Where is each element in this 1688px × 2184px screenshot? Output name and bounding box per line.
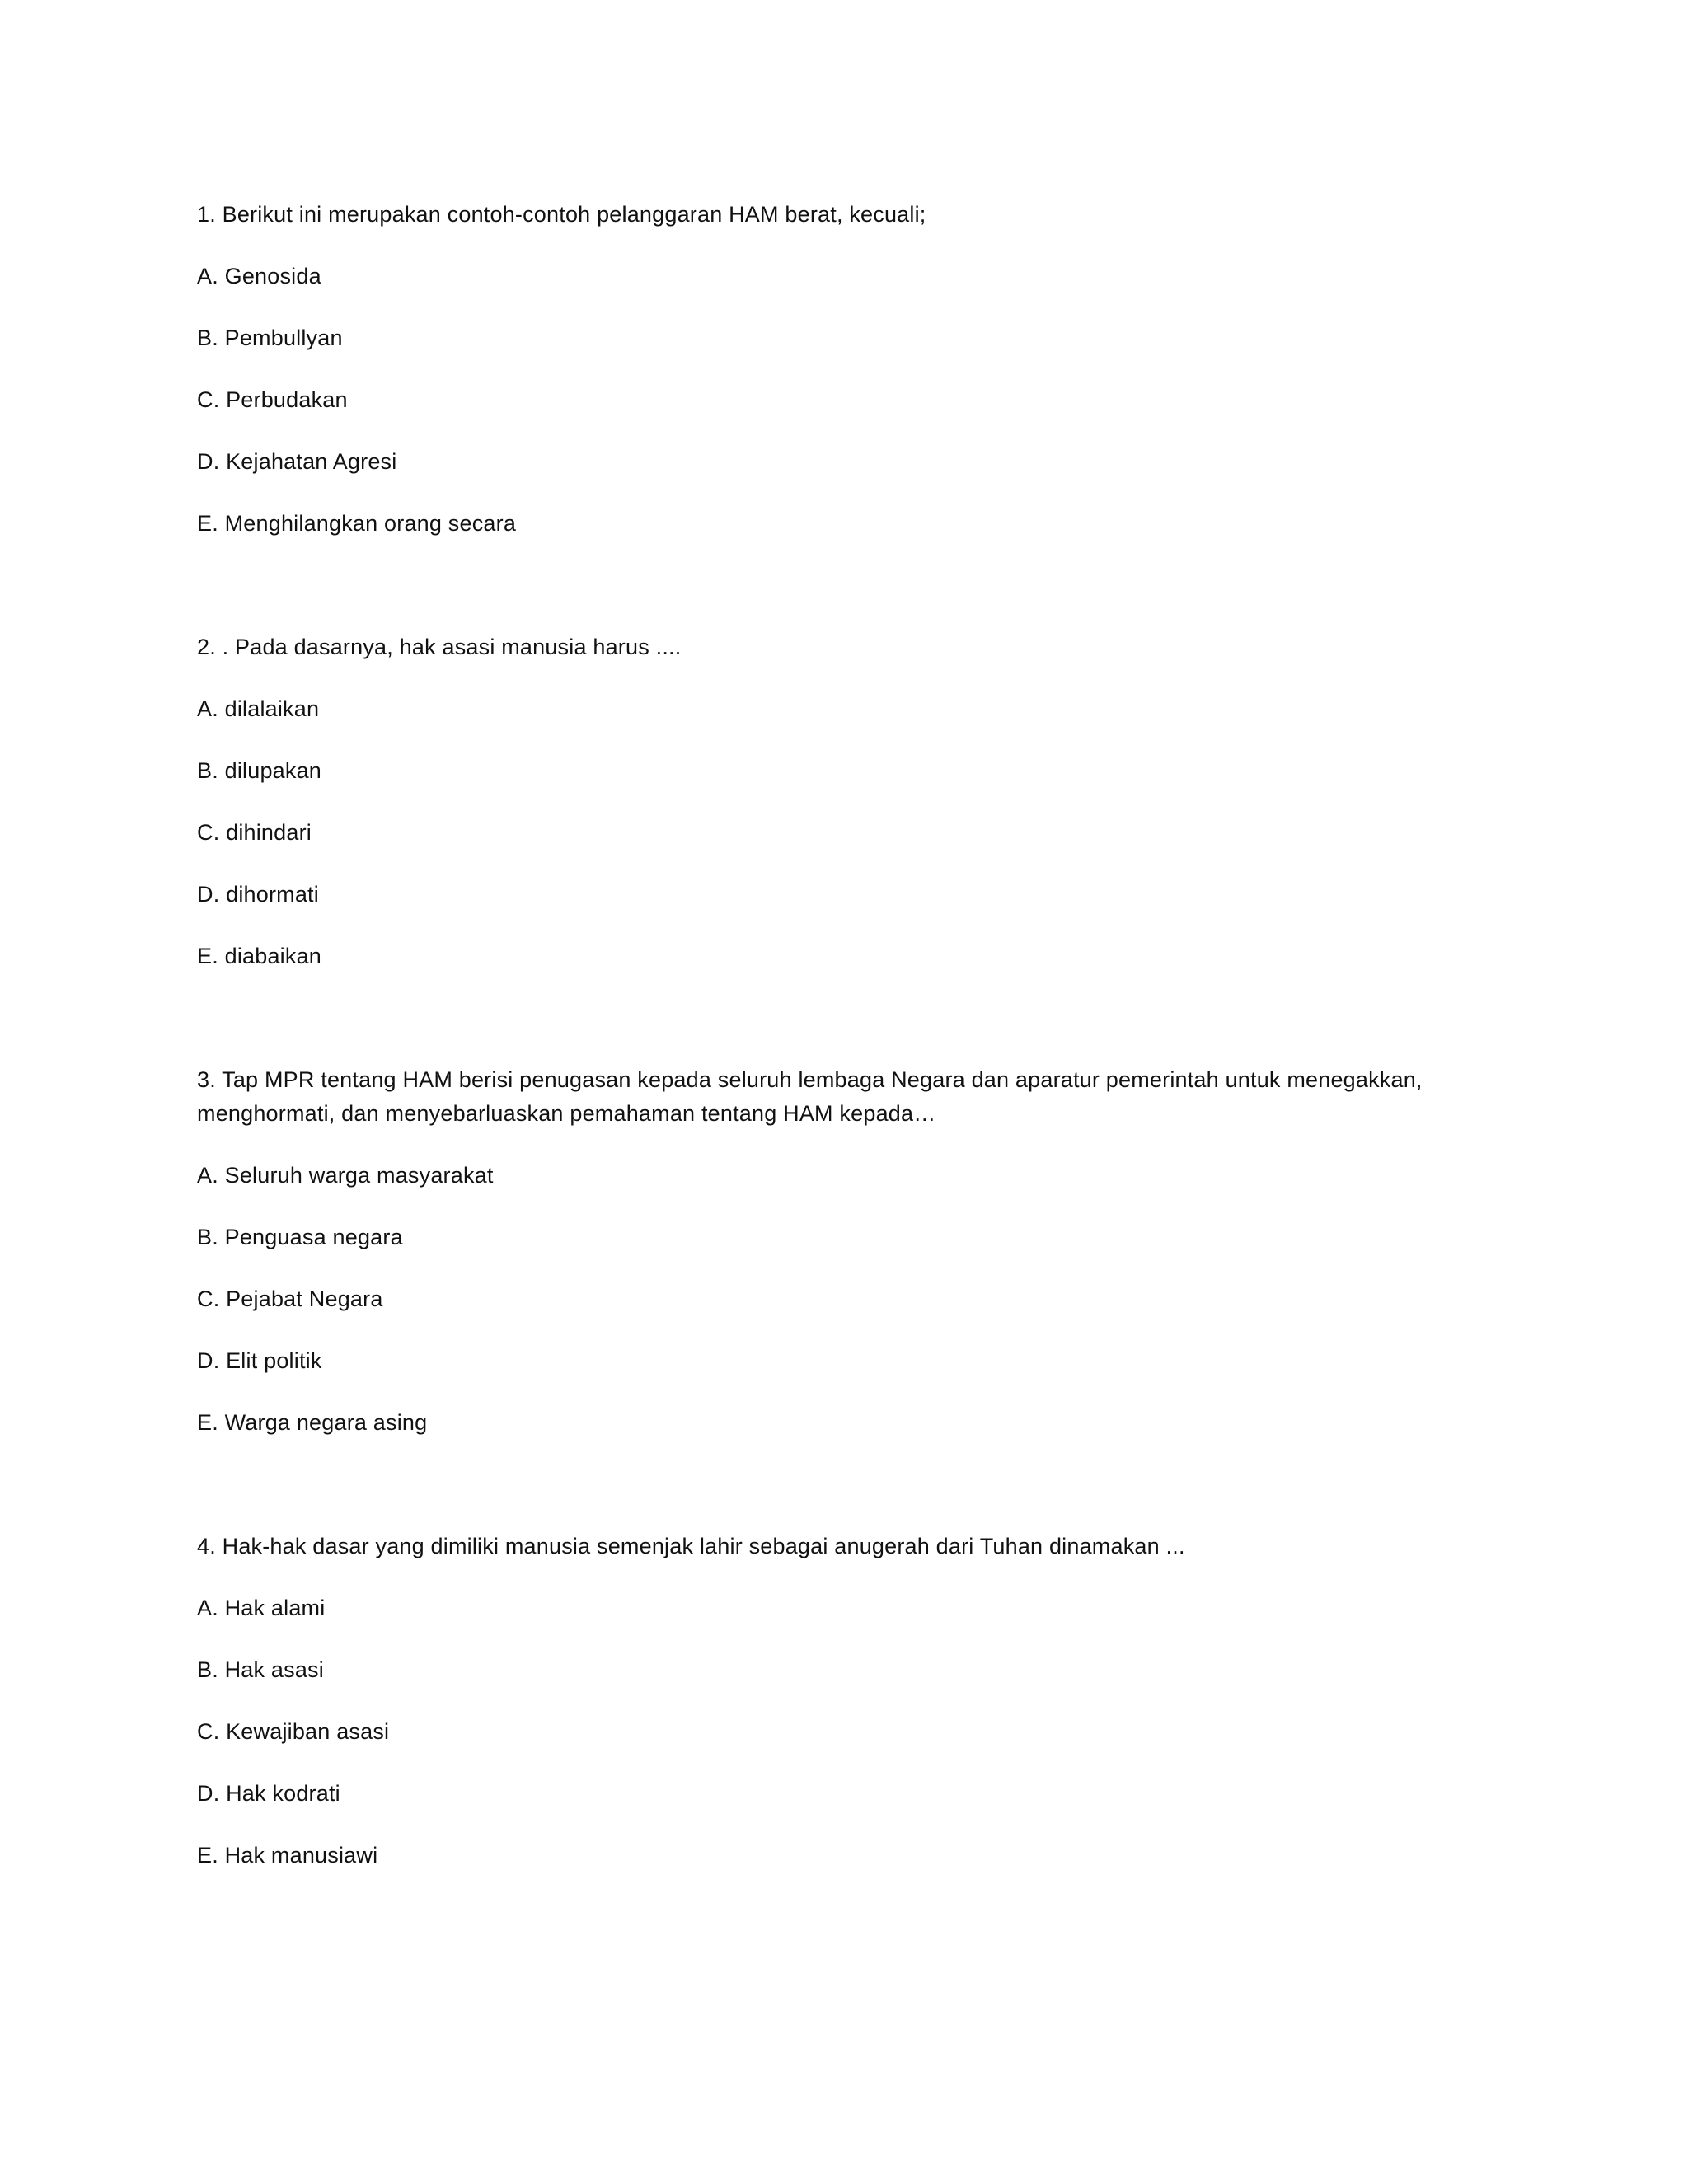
- option-b: B. Pembullyan: [197, 326, 343, 350]
- option-e: E. Hak manusiawi: [197, 1843, 378, 1868]
- question-4: [197, 1530, 1483, 1872]
- question-text: 4. Hak-hak dasar yang dimiliki manusia semenjak lahir sebagai anugerah dari Tuhan dinamakan ...: [197, 1534, 1185, 1558]
- option-a: A. dilalaikan: [197, 696, 320, 721]
- question-text: 2. . Pada dasarnya, hak asasi manusia harus ....: [197, 635, 682, 659]
- option-e: E. Warga negara asing: [197, 1410, 428, 1435]
- option-c: C. Perbudakan: [197, 387, 348, 412]
- option-e: E. Menghilangkan orang secara: [197, 511, 517, 536]
- option-b: B. Hak asasi: [197, 1657, 324, 1682]
- spacer: [197, 1468, 1483, 1530]
- option-d: D. Elit politik: [197, 1348, 322, 1373]
- option-c: C. Kewajiban asasi: [197, 1719, 390, 1744]
- option-a: A. Genosida: [197, 264, 321, 288]
- option-b: B. Penguasa negara: [197, 1225, 403, 1249]
- option-d: D. Hak kodrati: [197, 1781, 340, 1806]
- option-e: E. diabaikan: [197, 944, 322, 968]
- question-text: 1. Berikut ini merupakan contoh-contoh pelanggaran HAM berat, kecuali;: [197, 202, 926, 227]
- option-c: C. dihindari: [197, 820, 312, 845]
- option-c: C. Pejabat Negara: [197, 1286, 383, 1311]
- option-d: D. dihormati: [197, 882, 319, 907]
- option-a: A. Seluruh warga masyarakat: [197, 1163, 494, 1188]
- question-1: [197, 198, 1483, 541]
- spacer: [197, 569, 1483, 630]
- question-3: [197, 1063, 1483, 1440]
- quiz-content: [197, 198, 1483, 1900]
- spacer: [197, 1001, 1483, 1063]
- question-2: [197, 630, 1483, 973]
- question-text: 3. Tap MPR tentang HAM berisi penugasan kepada seluruh lembaga Negara dan aparatur pemerintah untuk menegakkan, menghormati, dan menyebarluaskan pemahaman tentang HAM kepada…: [197, 1067, 1423, 1126]
- option-a: A. Hak alami: [197, 1596, 326, 1620]
- option-d: D. Kejahatan Agresi: [197, 449, 397, 474]
- option-b: B. dilupakan: [197, 758, 322, 783]
